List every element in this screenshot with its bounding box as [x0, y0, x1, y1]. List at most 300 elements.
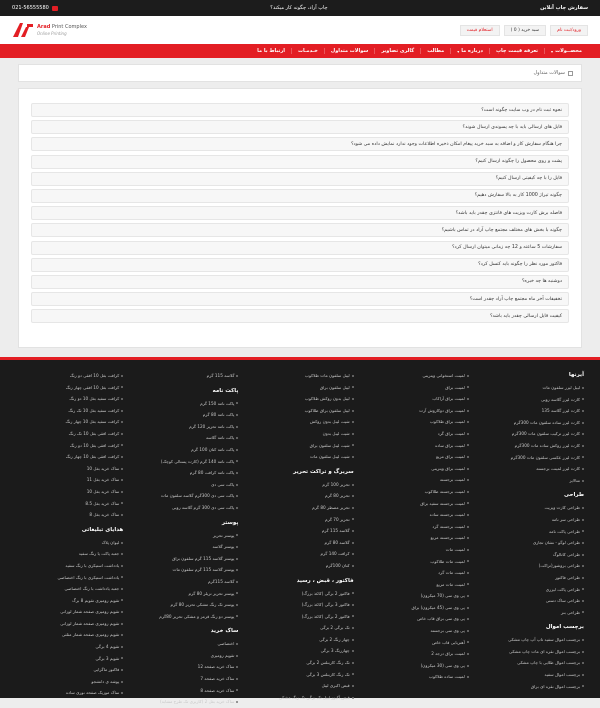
faq-question[interactable]: دوشنبه ها چه خبره؟ — [31, 275, 569, 289]
footer-link[interactable] — [362, 521, 469, 533]
footer-link[interactable] — [246, 382, 353, 394]
bullet-icon — [467, 410, 469, 412]
footer-link-label: کارت لیزر ترکیب سلفون مات 300گرم — [511, 431, 580, 437]
bullet-icon — [236, 569, 238, 571]
bullet-icon — [582, 554, 584, 556]
footer-link-label: فاکتور 3 برگی (کاغذ بزرگ) — [301, 602, 350, 608]
footer-link-label: لمینت استخوانی ویترینی — [422, 373, 465, 378]
bullet-icon — [582, 507, 584, 509]
bullet-icon — [582, 639, 584, 641]
footer-link[interactable] — [16, 629, 123, 641]
footer-link[interactable] — [362, 602, 469, 614]
bullet-icon — [467, 468, 469, 470]
bullet-icon — [467, 456, 469, 458]
footer-link-label: ساک خرید بغل 8 — [89, 512, 120, 518]
footer-link[interactable] — [131, 502, 238, 514]
footer-link[interactable] — [131, 530, 238, 542]
footer-link-label: تحریر 100 گرم — [322, 481, 350, 487]
bullet-icon — [352, 386, 354, 388]
footer-link-label: پاکت نامه تحریر 120 گرم — [189, 423, 235, 429]
bullet-icon — [467, 398, 469, 400]
faq-question[interactable]: چرا هنگام سفارش کار و اضافه به سبد خرید پیغام امکان ذخیره اطلاعات وجود ندارد نمایش داده می شود؟ — [31, 137, 569, 151]
footer-heading: هدایای تبلیغاتی — [81, 526, 124, 533]
bullet-icon — [582, 542, 584, 544]
faq-question[interactable]: تخفیفات آخر ماه مجتمع چاپ آراد چقدر است؟ — [31, 292, 569, 306]
nav-products[interactable]: محصــولات ▾ — [544, 48, 588, 54]
footer-link[interactable] — [477, 452, 584, 464]
footer-link[interactable] — [477, 428, 584, 440]
footer-link[interactable] — [362, 370, 469, 382]
footer-link[interactable] — [131, 456, 238, 468]
footer-link[interactable] — [131, 673, 238, 685]
phone-number: 021-56555580 — [12, 5, 49, 11]
footer-link-label: تقویم 3 برگی — [95, 655, 120, 661]
footer-link[interactable] — [246, 537, 353, 549]
footer-link[interactable] — [246, 479, 353, 491]
footer-link[interactable] — [246, 416, 353, 428]
footer-link[interactable] — [16, 382, 123, 394]
phone-contact[interactable] — [12, 5, 58, 11]
footer-link[interactable] — [362, 532, 469, 544]
footer-link[interactable] — [362, 660, 469, 672]
bullet-icon — [352, 615, 354, 617]
bullet-icon — [582, 651, 584, 653]
footer-link[interactable] — [477, 584, 584, 596]
bullet-icon — [121, 375, 123, 377]
footer-link[interactable] — [246, 502, 353, 514]
footer-link[interactable] — [477, 382, 584, 394]
footer-link-label: ساک خرید بغل 10 — [86, 488, 120, 494]
faq-panel — [18, 88, 582, 348]
nav-contact[interactable]: ارتباط با ما — [257, 48, 285, 54]
footer-link-label: کرافت بغل 10 افقی چهار رنگ — [65, 384, 120, 390]
bullet-icon — [352, 507, 354, 509]
footer-link[interactable] — [477, 463, 584, 475]
bullet-icon — [467, 665, 469, 667]
footer-link[interactable] — [131, 409, 238, 421]
footer-link[interactable] — [16, 606, 123, 618]
bullet-icon — [121, 398, 123, 400]
footer-link[interactable] — [16, 509, 123, 521]
footer-link[interactable] — [246, 393, 353, 405]
footer-link[interactable] — [362, 544, 469, 556]
footer-link[interactable] — [131, 696, 238, 708]
logo-mark-icon — [12, 22, 34, 38]
bullet-icon — [352, 639, 354, 641]
footer-link[interactable] — [16, 451, 123, 463]
footer-link-label: طراحی کارت ویزیت — [544, 505, 580, 511]
footer-link[interactable] — [477, 572, 584, 584]
footer-link-label: گلاسه 115 گرم — [321, 528, 350, 534]
footer-link-label: لمینت برجسته طلاکوب — [424, 488, 465, 494]
bullet-icon — [467, 560, 469, 562]
footer-link-label: شیت لیبل بدون روکش — [309, 419, 350, 425]
footer-link[interactable] — [477, 595, 584, 607]
bullet-icon — [236, 414, 238, 416]
bullet-icon — [467, 537, 469, 539]
bullet-icon — [352, 456, 354, 458]
footer-link[interactable] — [477, 607, 584, 619]
footer-link-label: تقویم رومیزی صفحه شمار مثلثی — [61, 632, 120, 638]
footer-link[interactable] — [16, 370, 123, 382]
footer-link[interactable] — [477, 526, 584, 538]
bullet-icon — [352, 662, 354, 664]
footer-link-label: لمینت برجسته — [439, 477, 465, 483]
footer-link[interactable] — [16, 687, 123, 699]
footer-link-label: کرافت بغل 10 افقی دو رنگ — [69, 373, 120, 378]
bullet-icon — [236, 604, 238, 606]
footer-link-label: کرافت سفید بغل 10 چهار رنگ — [65, 419, 120, 425]
footer-link-label: لمینت مات مربع — [436, 581, 465, 587]
footer-link[interactable] — [16, 560, 123, 572]
footer-link[interactable] — [362, 648, 469, 660]
bullet-icon — [582, 387, 584, 389]
footer-link[interactable] — [477, 417, 584, 429]
online-order-title: سفارش چاپ آنلاین — [540, 5, 588, 11]
footer-link[interactable] — [362, 440, 469, 452]
nav-gallery[interactable]: گالری تصاویر — [374, 48, 420, 54]
bullet-icon — [582, 456, 584, 458]
footer-link[interactable] — [246, 645, 353, 657]
footer-link-label: پاکت سی دی 300 گرم گلاسه روبی — [171, 504, 235, 510]
bullet-icon — [582, 611, 584, 613]
footer-link-label: لمینت برجسته گرد — [432, 523, 465, 529]
footer-link-label: پوستر تحریر تریلر 80 گرم — [188, 590, 235, 596]
phone-icon — [52, 6, 58, 11]
footer-link[interactable] — [477, 537, 584, 549]
footer-link-label: کرافت افقی بغل 10 تک رنگ — [68, 430, 120, 436]
footer-link[interactable] — [131, 398, 238, 410]
footer-heading: پاکت نامه — [212, 387, 239, 394]
bullet-icon — [582, 519, 584, 521]
faq-question[interactable]: چگونه با بخش های مختلف مجتمع چاپ آراد در تماس باشیم؟ — [31, 223, 569, 237]
footer-link[interactable] — [246, 490, 353, 502]
bullet-icon — [467, 583, 469, 585]
footer-link[interactable] — [131, 432, 238, 444]
footer-link[interactable] — [477, 669, 584, 681]
bullet-icon — [236, 655, 238, 657]
footer-link-label: لمینت براق مربع — [435, 454, 465, 460]
footer-link[interactable] — [477, 440, 584, 452]
footer-link[interactable] — [131, 564, 238, 576]
footer-link-label: لیبل بدون روکش طلاکوب — [304, 396, 350, 402]
footer-link[interactable] — [477, 646, 584, 658]
footer-link[interactable] — [362, 393, 469, 405]
footer-link[interactable] — [131, 588, 238, 600]
bullet-icon — [467, 607, 469, 609]
bullet-icon — [352, 565, 354, 567]
footer-link[interactable] — [246, 680, 353, 692]
footer-link-label: پاکت سی دی 300گرم گلاسه سلفون مات — [160, 493, 235, 499]
footer-link[interactable] — [246, 514, 353, 526]
footer-link[interactable] — [362, 637, 469, 649]
footer-link-label: پاکت نامه 80 گرم — [202, 412, 235, 418]
bullet-icon — [236, 472, 238, 474]
footer-link[interactable] — [246, 611, 353, 623]
bullet-icon — [236, 592, 238, 594]
footer-link[interactable] — [477, 560, 584, 572]
footer-link-label: متالایز — [569, 477, 580, 483]
footer-link[interactable] — [16, 583, 123, 595]
top-bar — [0, 0, 600, 16]
footer-link[interactable] — [131, 685, 238, 697]
footer-link[interactable] — [246, 657, 353, 669]
nav-faq[interactable]: سوالات متداول — [324, 48, 374, 54]
footer-link[interactable] — [131, 576, 238, 588]
footer-link-label: طراحی فاکتور — [555, 574, 580, 580]
footer-link[interactable] — [477, 475, 584, 487]
footer-link[interactable] — [131, 479, 238, 491]
footer-link[interactable] — [477, 681, 584, 693]
bullet-icon — [121, 421, 123, 423]
footer-heading: پوستر — [221, 519, 239, 526]
bullet-icon — [236, 437, 238, 439]
footer-link[interactable] — [131, 467, 238, 479]
footer-link-label: پی وی سی براق قاب خاص — [417, 616, 465, 622]
footer-link[interactable] — [16, 641, 123, 653]
footer-link-label: پوستر دو رنگ قرمز و مشکی تحریر 80گرم — [159, 613, 235, 619]
footer-link[interactable] — [16, 595, 123, 607]
footer-link[interactable] — [131, 650, 238, 662]
footer-link[interactable] — [246, 451, 353, 463]
footer-link-label: لمینت براق طلاکوب — [429, 419, 465, 425]
main-nav — [0, 44, 600, 58]
footer-link[interactable] — [477, 514, 584, 526]
site-header — [0, 16, 600, 44]
footer-link-label: تقویم رومیزی صفحه شمار لوزانی — [60, 609, 120, 615]
bullet-icon — [236, 507, 238, 509]
bullet-icon — [467, 421, 469, 423]
footer-link-label: ساک خرید صفحه 7 — [200, 676, 235, 682]
footer-link[interactable] — [477, 405, 584, 417]
footer-link[interactable] — [362, 509, 469, 521]
bullet-icon — [582, 565, 584, 567]
bullet-icon — [582, 674, 584, 676]
footer-link[interactable] — [16, 572, 123, 584]
how-it-works-link[interactable]: چاپ آراد، چگونه کار میکند؟ — [270, 5, 328, 11]
home-icon[interactable] — [568, 71, 573, 76]
bullet-icon — [467, 630, 469, 632]
footer-link-label: قبض اکبری لیبل — [321, 683, 350, 689]
footer-link-label: ساک خرید بغل 2 (کاربری تک طرح مشابه) — [160, 699, 235, 705]
breadcrumb-current: سوالات متداول — [533, 70, 565, 76]
bullet-icon — [236, 534, 238, 536]
footer-link-label: تک رنگ کاربنلس 3 برگی — [306, 671, 350, 677]
footer-link[interactable] — [246, 588, 353, 600]
footer-link-label: طراحی ساک دستی — [545, 598, 580, 604]
footer-heading: طراحی — [563, 492, 584, 499]
bullet-icon — [121, 657, 123, 659]
bullet-icon — [121, 599, 123, 601]
footer-link[interactable] — [362, 671, 469, 683]
nav-about[interactable]: درباره ما ▾ — [450, 48, 489, 54]
footer-link[interactable] — [362, 486, 469, 498]
footer-link[interactable] — [362, 451, 469, 463]
footer-link[interactable] — [16, 393, 123, 405]
footer-link-label: تحریر 70 گرم — [325, 516, 350, 522]
footer-link[interactable] — [362, 416, 469, 428]
footer-link[interactable] — [246, 669, 353, 681]
footer-link-label: لیوان پلاک — [101, 539, 120, 545]
footer-link[interactable] — [477, 634, 584, 646]
footer-link[interactable] — [477, 502, 584, 514]
cart-button[interactable]: سبد خرید ( 0 ) — [504, 25, 546, 36]
faq-question[interactable]: کیفیت فایل ارسالی چقدر باید باشد؟ — [31, 309, 569, 323]
bullet-icon — [352, 421, 354, 423]
footer-column — [242, 370, 357, 698]
footer-link-label: کرافت افقی بغل 10 چهار رنگ — [65, 454, 120, 460]
footer-link[interactable] — [131, 661, 238, 673]
footer-link[interactable] — [362, 405, 469, 417]
footer-link-label: لمینت براق گرد — [437, 430, 465, 436]
nav-services[interactable]: خـدمـات — [291, 48, 324, 54]
footer-link-label: طراحی لوگو - نشان تجاری — [532, 540, 580, 546]
bullet-icon — [582, 398, 584, 400]
footer-link[interactable] — [362, 625, 469, 637]
footer-link-label: پوستر گلاسه 115 گرم سلفون براق — [172, 555, 235, 561]
footer-link-label: کرافت سفید بغل 10 دو رنگ — [69, 396, 120, 402]
bullet-icon — [236, 375, 238, 377]
logo[interactable] — [12, 22, 87, 38]
footer-heading: برچسب اموال — [545, 624, 584, 631]
bullet-icon — [121, 502, 123, 504]
footer-link[interactable] — [131, 444, 238, 456]
footer-link[interactable] — [16, 405, 123, 417]
footer-link[interactable] — [16, 548, 123, 560]
footer-link[interactable] — [362, 556, 469, 568]
chevron-down-icon: ▾ — [551, 48, 554, 54]
footer-link[interactable] — [16, 416, 123, 428]
footer-link[interactable] — [362, 428, 469, 440]
footer-link[interactable] — [362, 498, 469, 510]
footer-link[interactable] — [16, 463, 123, 475]
footer-link[interactable] — [131, 553, 238, 565]
faq-question[interactable]: سفارشات 5 ساعته و 12 چه زمانی میتوان ارسال کرد؟ — [31, 241, 569, 255]
footer-link[interactable] — [246, 405, 353, 417]
footer-link[interactable] — [246, 692, 353, 704]
footer-link-label: قبض آکبوز لیبل تک برگی تک رنگ مشکی — [278, 694, 350, 700]
price-inquiry-link[interactable]: استعلام قیمت — [460, 25, 500, 36]
bullet-icon — [352, 685, 354, 687]
footer-link[interactable] — [131, 421, 238, 433]
footer-link[interactable] — [131, 638, 238, 650]
footer-link[interactable] — [477, 549, 584, 561]
footer-link-label: گلاسه 115 گرم — [206, 373, 235, 378]
nav-articles[interactable]: مطالب — [420, 48, 450, 54]
footer-link-label: تحریر مصطر 80 گرم — [312, 504, 350, 510]
bullet-icon — [352, 444, 354, 446]
footer-link-label: ساک موزیک صفحه نوری ساده — [65, 690, 120, 696]
footer-link-label: کارت لیزر گلاسه روبی — [540, 396, 580, 402]
footer-link[interactable] — [477, 394, 584, 406]
bullet-icon — [352, 375, 354, 377]
faq-question[interactable]: چگونه تیراژ 1000 کار به بالا سفارش دهیم؟ — [31, 189, 569, 203]
footer-link[interactable] — [131, 541, 238, 553]
footer-link[interactable] — [16, 653, 123, 665]
footer-link[interactable] — [246, 622, 353, 634]
footer-link[interactable] — [362, 463, 469, 475]
footer-link[interactable] — [131, 490, 238, 502]
footer-link[interactable] — [246, 370, 353, 382]
faq-question[interactable]: فایل های ارسالی باید با چه پسوندی ارسال شوند؟ — [31, 120, 569, 134]
footer-link[interactable] — [131, 611, 238, 623]
bullet-icon — [467, 433, 469, 435]
footer-heading: ساک خرید — [210, 628, 239, 635]
footer-link[interactable] — [16, 537, 123, 549]
bullet-icon — [121, 386, 123, 388]
faq-question[interactable]: پشت و روی محصول را چگونه ارسال کنیم؟ — [31, 155, 569, 169]
footer-link-label: پاکت نامه کتان 100 گرم — [191, 446, 235, 452]
footer-link[interactable] — [477, 657, 584, 669]
footer-heading: آیرنها — [568, 372, 584, 378]
footer-link[interactable] — [362, 382, 469, 394]
footer-link[interactable] — [246, 440, 353, 452]
bullet-icon — [121, 479, 123, 481]
footer-link-label: پاکت نامه گلاسه — [206, 435, 235, 441]
footer-link[interactable] — [16, 618, 123, 630]
bullet-icon — [352, 495, 354, 497]
footer-link-label: طراحی پاکت نامه — [548, 528, 580, 534]
bullet-icon — [236, 678, 238, 680]
footer-link[interactable] — [16, 474, 123, 486]
footer-link[interactable] — [362, 613, 469, 625]
nav-price-list[interactable]: تعرفه قیمت چاپ — [489, 48, 544, 54]
footer-link[interactable] — [362, 474, 469, 486]
bullet-icon — [121, 634, 123, 636]
footer-link[interactable] — [16, 498, 123, 510]
login-register-link[interactable]: ورود/ثبت نام — [550, 25, 588, 36]
bullet-icon — [467, 572, 469, 574]
footer-link[interactable] — [362, 567, 469, 579]
footer-link[interactable] — [16, 428, 123, 440]
footer-link[interactable] — [362, 590, 469, 602]
bullet-icon — [467, 375, 469, 377]
footer-link[interactable] — [16, 676, 123, 688]
footer-link-label: برچسب اموال نقره ای مات چاپ مشکی — [509, 648, 580, 654]
faq-question[interactable]: فاصله برش کارت ویزیت های فانتزی چقدر باید باشد؟ — [31, 206, 569, 220]
footer-link-label: فاکتور 2 برگی (کاغذ بزرگ) — [301, 613, 350, 619]
footer-link-label: لمینت برجسته سفید براق — [420, 500, 465, 506]
footer-link[interactable] — [131, 370, 238, 382]
faq-question[interactable]: فایل را با چه کیفیتی ارسال کنیم؟ — [31, 172, 569, 186]
footer-link[interactable] — [246, 599, 353, 611]
footer-link-label: تک رنگ کاربنلس 2 برگی — [306, 660, 350, 666]
bullet-icon — [352, 627, 354, 629]
footer-link[interactable] — [246, 634, 353, 646]
faq-question[interactable]: فاکتور مورد نظر را چگونه باید کنسل کرد؟ — [31, 258, 569, 272]
bullet-icon — [236, 402, 238, 404]
bullet-icon — [352, 604, 354, 606]
footer-column — [127, 370, 242, 705]
bullet-icon — [236, 426, 238, 428]
bullet-icon — [236, 701, 238, 703]
footer-link[interactable] — [246, 525, 353, 537]
footer-link[interactable] — [246, 428, 353, 440]
footer-link[interactable] — [362, 579, 469, 591]
footer-link-label: لمینت برجسته ساده — [429, 512, 465, 518]
footer-link[interactable] — [131, 599, 238, 611]
footer-link[interactable] — [16, 486, 123, 498]
footer-link[interactable] — [16, 664, 123, 676]
footer-link[interactable] — [246, 548, 353, 560]
bullet-icon — [121, 542, 123, 544]
bullet-icon — [582, 685, 584, 687]
footer-link[interactable] — [16, 440, 123, 452]
bullet-icon — [352, 697, 354, 699]
faq-question[interactable]: نحوه ثبت نام در وب سایت چگونه است؟ — [31, 103, 569, 117]
footer-link[interactable] — [246, 560, 353, 572]
footer-link-label: ساک خرید صفحه 8 — [200, 687, 235, 693]
